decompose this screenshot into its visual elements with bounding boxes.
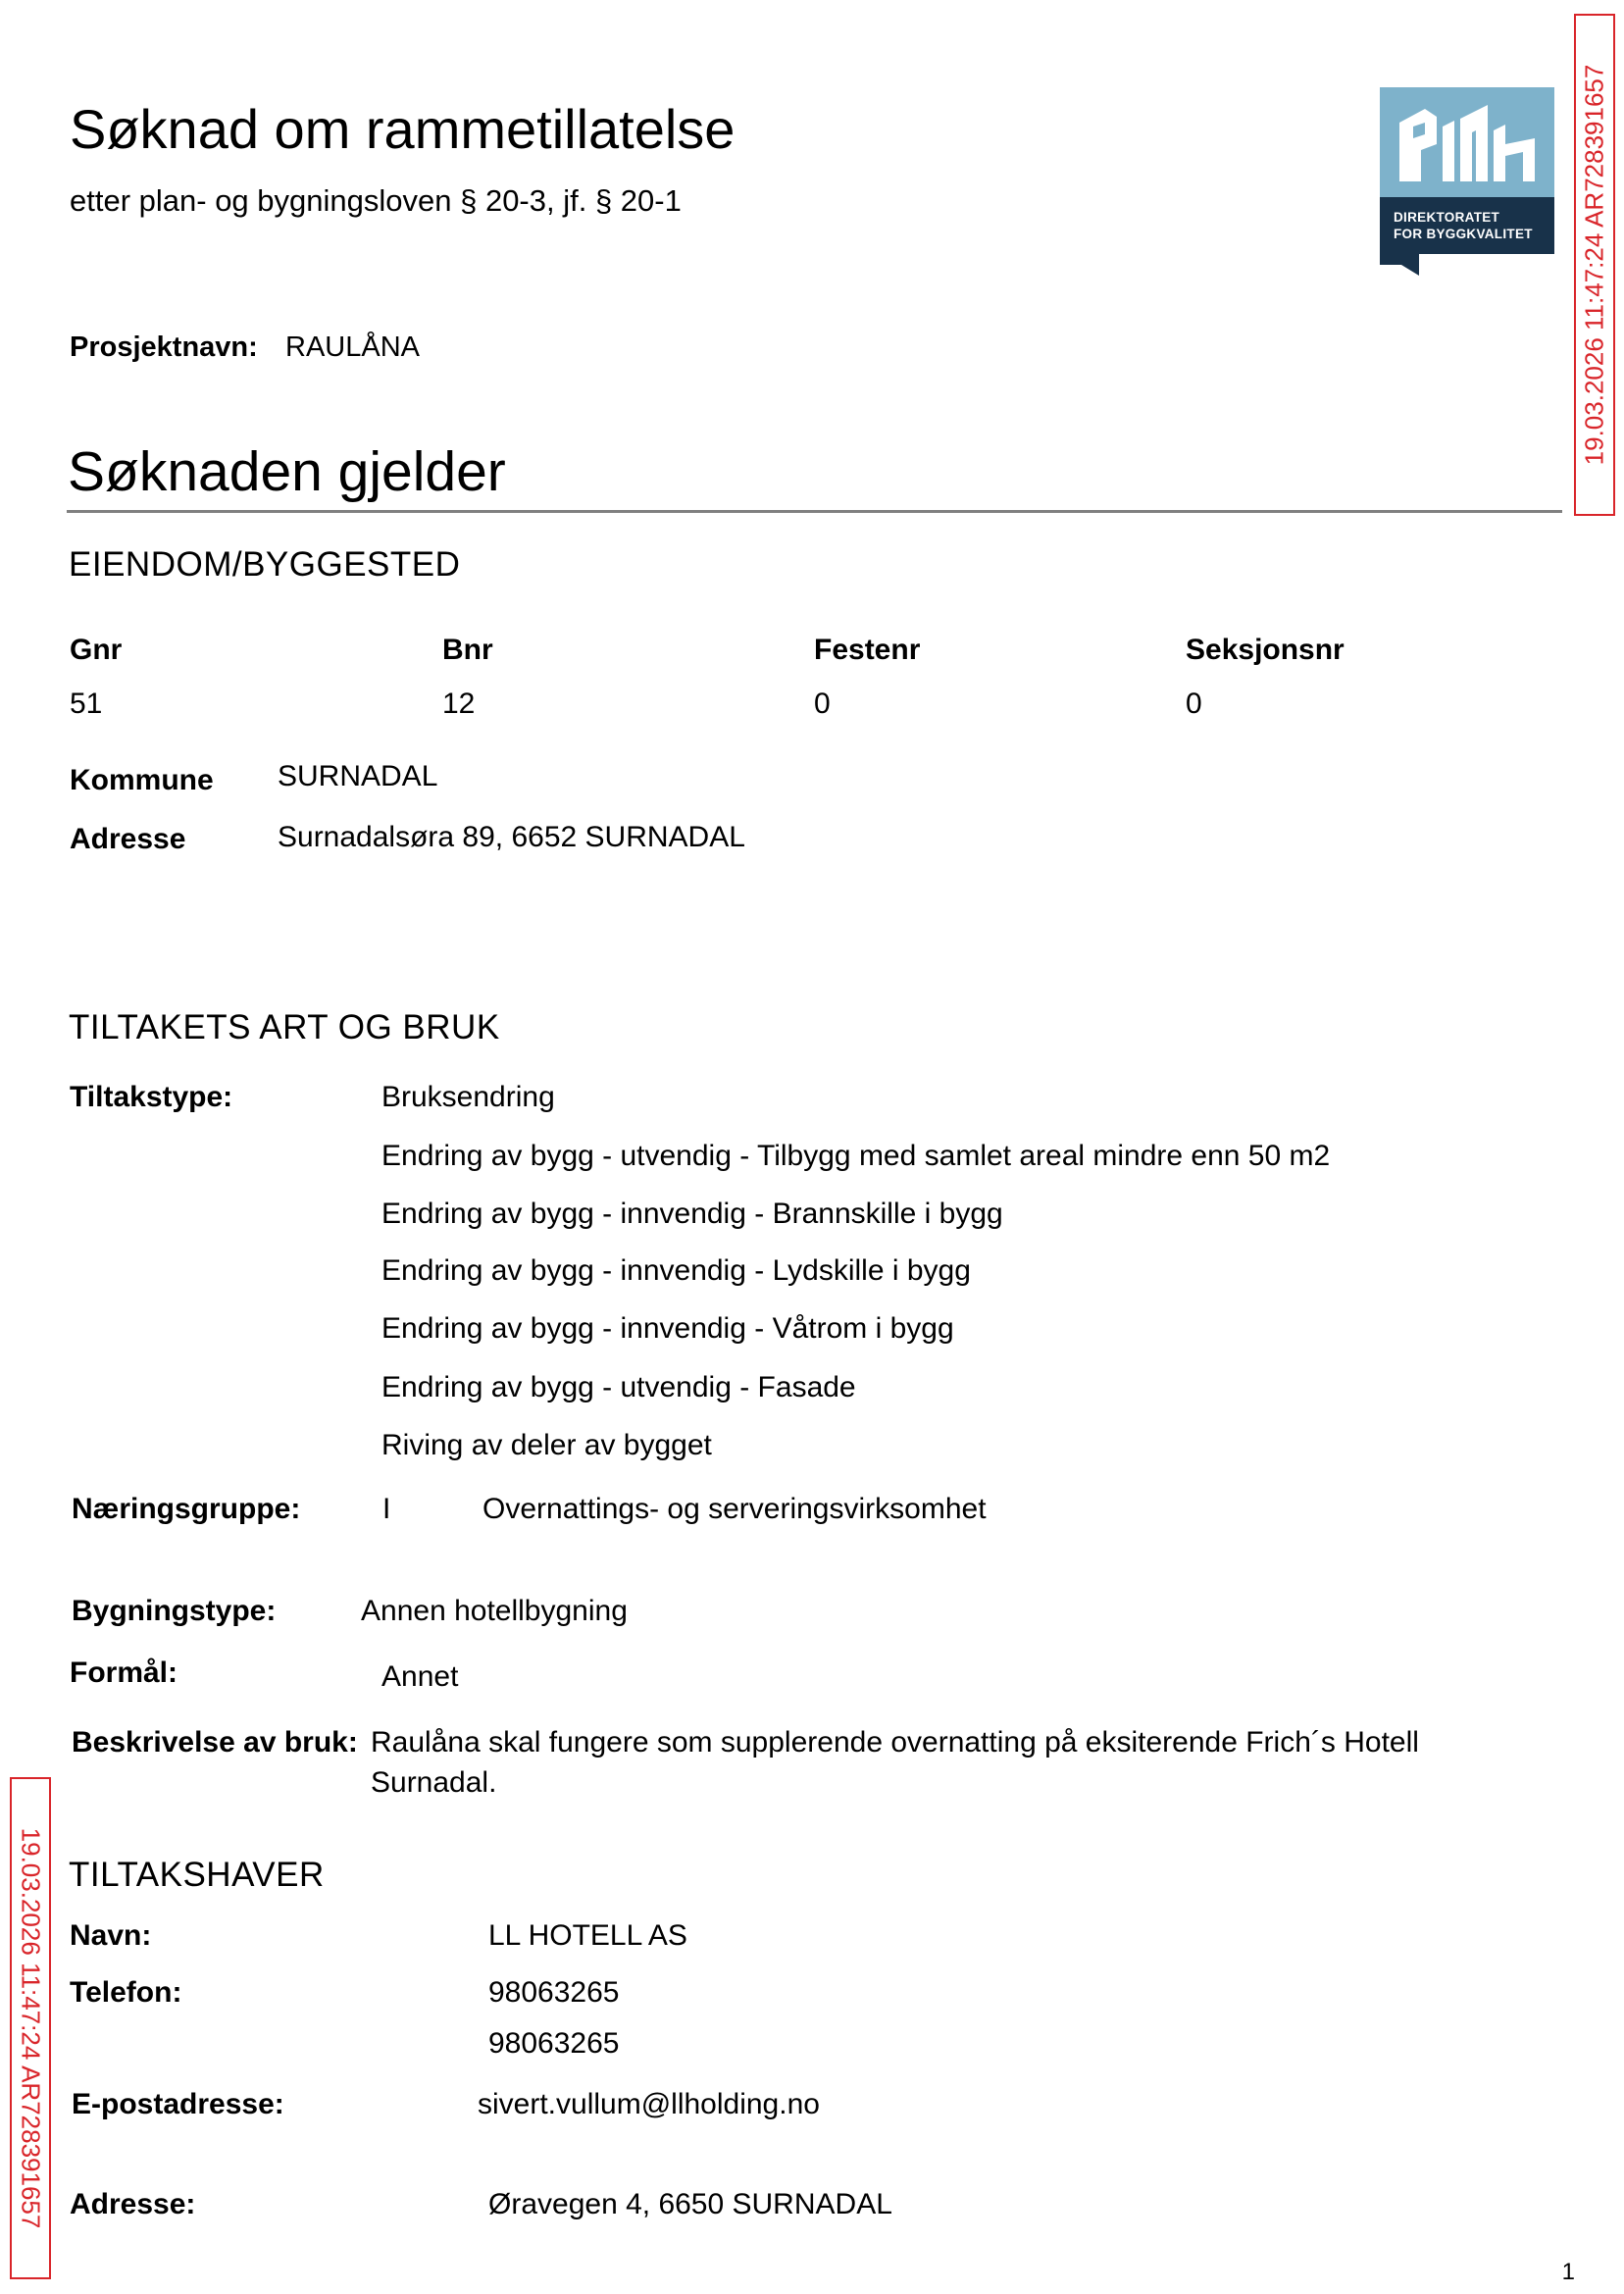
property-heading: EIENDOM/BYGGESTED [69,545,461,584]
document-title: Søknad om rammetillatelse [70,98,736,160]
adresse-label: Adresse [70,823,186,855]
naeringsgruppe-code: I [382,1493,391,1525]
receipt-stamp-side [10,1777,51,2279]
tiltakstype-item: Bruksendring [381,1081,555,1113]
kommune-label: Kommune [70,764,214,796]
telefon-value: 98063265 [488,2027,620,2060]
beskrivelse-line-1: Raulåna skal fungere som supplerende overnatting på eksiterende Frich´s Hotell [371,1726,1419,1759]
navn-label: Navn: [70,1919,152,1952]
tiltakstype-item: Endring av bygg - utvendig - Fasade [381,1371,856,1403]
kommune-value: SURNADAL [278,760,438,792]
heading-divider [67,510,1562,513]
tiltakstype-item: Endring av bygg - innvendig - Lydskille i bygg [381,1254,971,1287]
telefon-value: 98063265 [488,1976,620,2009]
logo-text-line2: FOR BYGGKVALITET [1394,227,1533,241]
bnr-label: Bnr [442,634,493,666]
tiltakstype-item: Endring av bygg - innvendig - Brannskille i bygg [381,1198,1003,1230]
receipt-stamp-text: 19.03.2026 11:47:24 AR728391657 [1579,64,1609,466]
dibk-logo [1380,87,1554,276]
naeringsgruppe-label: Næringsgruppe: [72,1493,301,1525]
festenr-value: 0 [814,688,831,720]
tiltakstype-label: Tiltakstype: [70,1081,233,1113]
tiltakshaver-heading: TILTAKSHAVER [69,1856,325,1894]
main-heading: Søknaden gjelder [68,440,506,503]
bnr-value: 12 [442,688,476,720]
beskrivelse-label: Beskrivelse av bruk: [72,1726,358,1759]
gnr-label: Gnr [70,634,123,666]
seksjonsnr-label: Seksjonsnr [1186,634,1345,666]
project-name-value: RAULÅNA [285,331,420,363]
beskrivelse-line-2: Surnadal. [371,1766,497,1799]
logo-text-line1: DIREKTORATET [1394,210,1500,225]
page-number: 1 [1561,2259,1575,2285]
epost-label: E-postadresse: [72,2088,284,2120]
project-name-label: Prosjektnavn: [70,331,258,363]
receipt-stamp-top [1574,14,1615,516]
tiltakshaver-adresse-value: Øravegen 4, 6650 SURNADAL [488,2188,892,2220]
tiltakstype-item: Riving av deler av bygget [381,1429,712,1461]
bygningstype-label: Bygningstype: [72,1595,277,1627]
tiltakshaver-adresse-label: Adresse: [70,2188,196,2220]
tiltakstype-item: Endring av bygg - utvendig - Tilbygg med samlet areal mindre enn 50 m2 [381,1140,1331,1172]
logo-text [1394,209,1533,242]
gnr-value: 51 [70,688,103,720]
formal-label: Formål: [70,1657,178,1689]
naeringsgruppe-value: Overnattings- og serveringsvirksomhet [482,1493,987,1525]
festenr-label: Festenr [814,634,921,666]
document-subtitle: etter plan- og bygningsloven § 20-3, jf. § 20-1 [70,183,682,218]
tiltak-heading: TILTAKETS ART OG BRUK [69,1008,500,1046]
adresse-value: Surnadalsøra 89, 6652 SURNADAL [278,821,745,853]
tiltakstype-item: Endring av bygg - innvendig - Våtrom i bygg [381,1312,954,1345]
epost-value: sivert.vullum@llholding.no [478,2088,820,2120]
bygningstype-value: Annen hotellbygning [361,1595,628,1627]
formal-value: Annet [381,1660,459,1693]
seksjonsnr-value: 0 [1186,688,1202,720]
telefon-label: Telefon: [70,1976,182,2009]
receipt-stamp-text: 19.03.2026 11:47:24 AR728391657 [16,1827,46,2229]
navn-value: LL HOTELL AS [488,1919,687,1952]
